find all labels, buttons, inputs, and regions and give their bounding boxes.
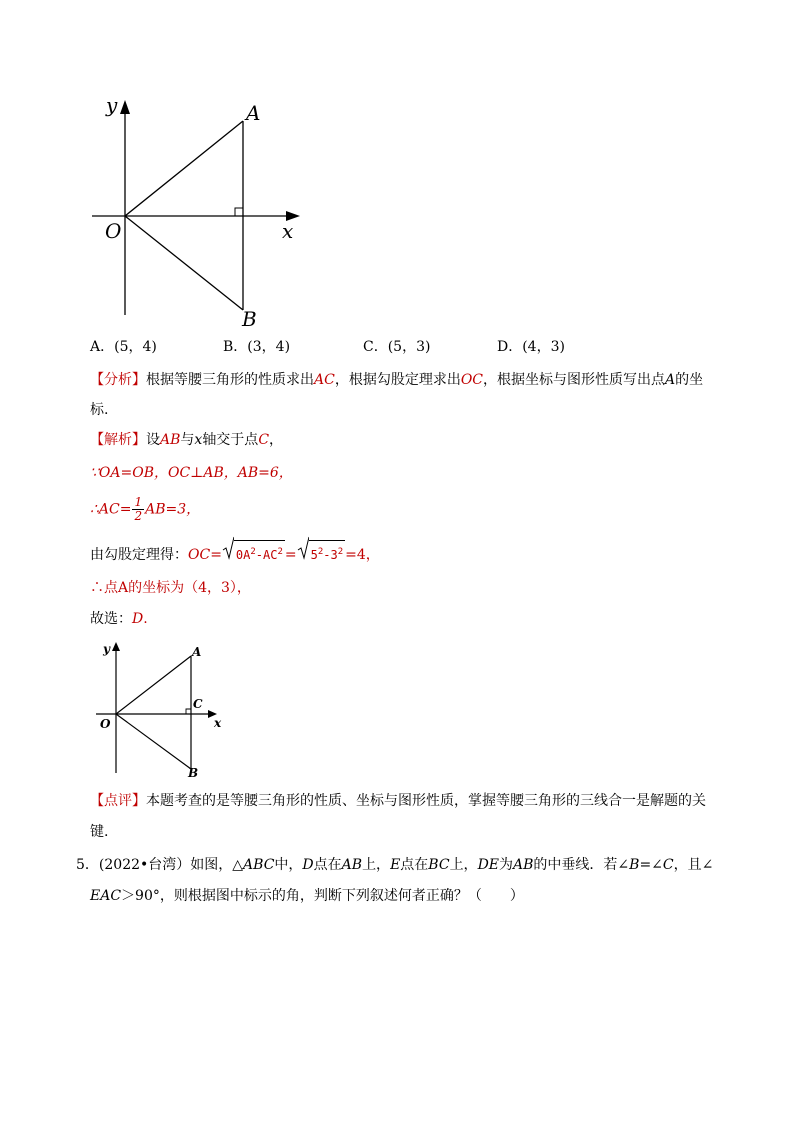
radicand-term: -AC (255, 548, 278, 562)
exponent: 2 (317, 547, 324, 557)
analysis-text: 的坐 (675, 372, 704, 388)
var-c: C (662, 857, 674, 873)
var-ab: AB (160, 432, 181, 448)
solution-text: =4， (345, 547, 380, 563)
solution-line-4 (90, 540, 380, 565)
var-de: DE (477, 857, 500, 873)
point-b-label: B (242, 307, 257, 330)
origin-label: O (100, 717, 111, 731)
var-x: x (194, 432, 203, 448)
solution-text: AB=3， (145, 501, 201, 518)
question-5-line-2 (90, 886, 524, 906)
comment-line-1 (90, 791, 706, 811)
question-text: ＞90°，则根据图中标示的角，判断下列叙述何者正确？（ ） (121, 888, 524, 904)
right-angle-mark (235, 208, 243, 216)
point-c-label: C (193, 697, 203, 711)
solution-tag: 【解析】 (90, 432, 146, 448)
solution-text: 故选： (90, 611, 132, 627)
solution-text: 与 (180, 432, 195, 448)
question-number: 5． (76, 857, 99, 873)
analysis-text: ，根据勾股定理求出 (334, 372, 461, 388)
origin-label: O (105, 219, 122, 243)
question-text: 点在 (400, 857, 429, 873)
option-d: D．(4，3) (497, 339, 565, 355)
var-oc: OC (460, 372, 484, 388)
comment-line-2: 键. (90, 824, 109, 840)
solution-line-2: ∵OA=OB，OC⊥AB，AB=6， (90, 465, 293, 481)
solution-text: 由勾股定理得： (90, 547, 188, 563)
fraction-denominator: 2 (134, 509, 143, 523)
equals-sign: = (284, 547, 297, 563)
var-ac: AC (314, 372, 335, 388)
question-text: (2022•台湾）如图，△ (98, 857, 244, 873)
solution-text: 设 (146, 432, 160, 448)
radical-sign (297, 536, 309, 560)
solution-line-6 (90, 609, 148, 629)
solution-line-5: ∴点A的坐标为（4，3）， (90, 580, 251, 596)
question-text: ，且∠ (673, 857, 714, 873)
question-5-line-1 (76, 855, 713, 875)
var-oc: OC= (188, 547, 222, 563)
analysis-line-2: 标. (90, 402, 109, 418)
fraction-numerator: 1 (134, 495, 143, 509)
analysis-text: 根据等腰三角形的性质求出 (146, 372, 314, 388)
var-e: E (390, 857, 401, 873)
radicand (309, 540, 346, 565)
segment-oa (116, 656, 191, 714)
question-text: 点在 (313, 857, 342, 873)
exponent: 2 (337, 547, 344, 557)
radicand (234, 540, 285, 565)
option-c: C．(5，3) (363, 339, 431, 355)
var-a: A (665, 372, 676, 388)
var-eac: EAC (90, 888, 122, 904)
radical-sign (222, 536, 234, 560)
radicand-term: 5 (310, 548, 318, 562)
question-text: 为 (499, 857, 514, 873)
question-text: 上， (449, 857, 478, 873)
option-a: A．(5，4) (90, 339, 157, 355)
y-axis-arrow (120, 100, 130, 114)
segment-ob (125, 216, 243, 310)
sqrt-expression-2 (297, 540, 346, 565)
segment-ob (116, 714, 191, 769)
exponent: 2 (250, 547, 256, 557)
solution-text: 轴交于点 (202, 432, 259, 448)
solution-text: ∴AC= (90, 501, 132, 518)
question-text: 上， (362, 857, 391, 873)
solution-line-1 (90, 430, 283, 450)
var-ab: AB (341, 857, 363, 873)
comment-text: 本题考查的是等腰三角形的性质、坐标与图形性质，掌握等腰三角形的三线合一是解题的关 (146, 793, 706, 809)
y-label: y (103, 642, 110, 656)
var-bc: BC (428, 857, 450, 873)
answer: D (132, 611, 144, 627)
question-text: 的中垂线．若∠ (533, 857, 630, 873)
radicand-term: 0A (235, 548, 251, 562)
solution-text: ， (269, 432, 284, 448)
var-d: D (302, 857, 314, 873)
radicand-term: -3 (323, 548, 338, 562)
right-angle-mark (186, 709, 191, 714)
fraction-one-half (132, 496, 144, 523)
segment-oa (125, 121, 243, 216)
option-b: B．(3，4) (223, 339, 291, 355)
var-c: C (258, 432, 270, 448)
question-text: 中， (274, 857, 303, 873)
y-label: y (106, 93, 118, 117)
exponent: 2 (277, 547, 283, 557)
y-axis-arrow (112, 642, 120, 651)
var-b: B (629, 857, 640, 873)
analysis-tag: 【分析】 (90, 372, 146, 388)
var-ab: AB (513, 857, 534, 873)
point-b-label: B (188, 766, 199, 780)
sqrt-expression-1 (222, 540, 285, 565)
var-abc: ABC (243, 857, 275, 873)
analysis-text: ，根据坐标与图形性质写出点 (483, 372, 666, 388)
x-label: x (282, 219, 294, 243)
solution-text: . (143, 611, 148, 627)
point-a-label: A (192, 645, 202, 659)
x-label: x (214, 716, 222, 730)
coordinate-figure-2 (90, 638, 240, 783)
point-a-label: A (246, 101, 261, 125)
coordinate-figure-1 (80, 90, 310, 330)
solution-line-3 (90, 496, 200, 523)
question-text: =∠ (639, 857, 663, 873)
analysis-line-1 (90, 370, 703, 390)
comment-tag: 【点评】 (90, 793, 146, 809)
